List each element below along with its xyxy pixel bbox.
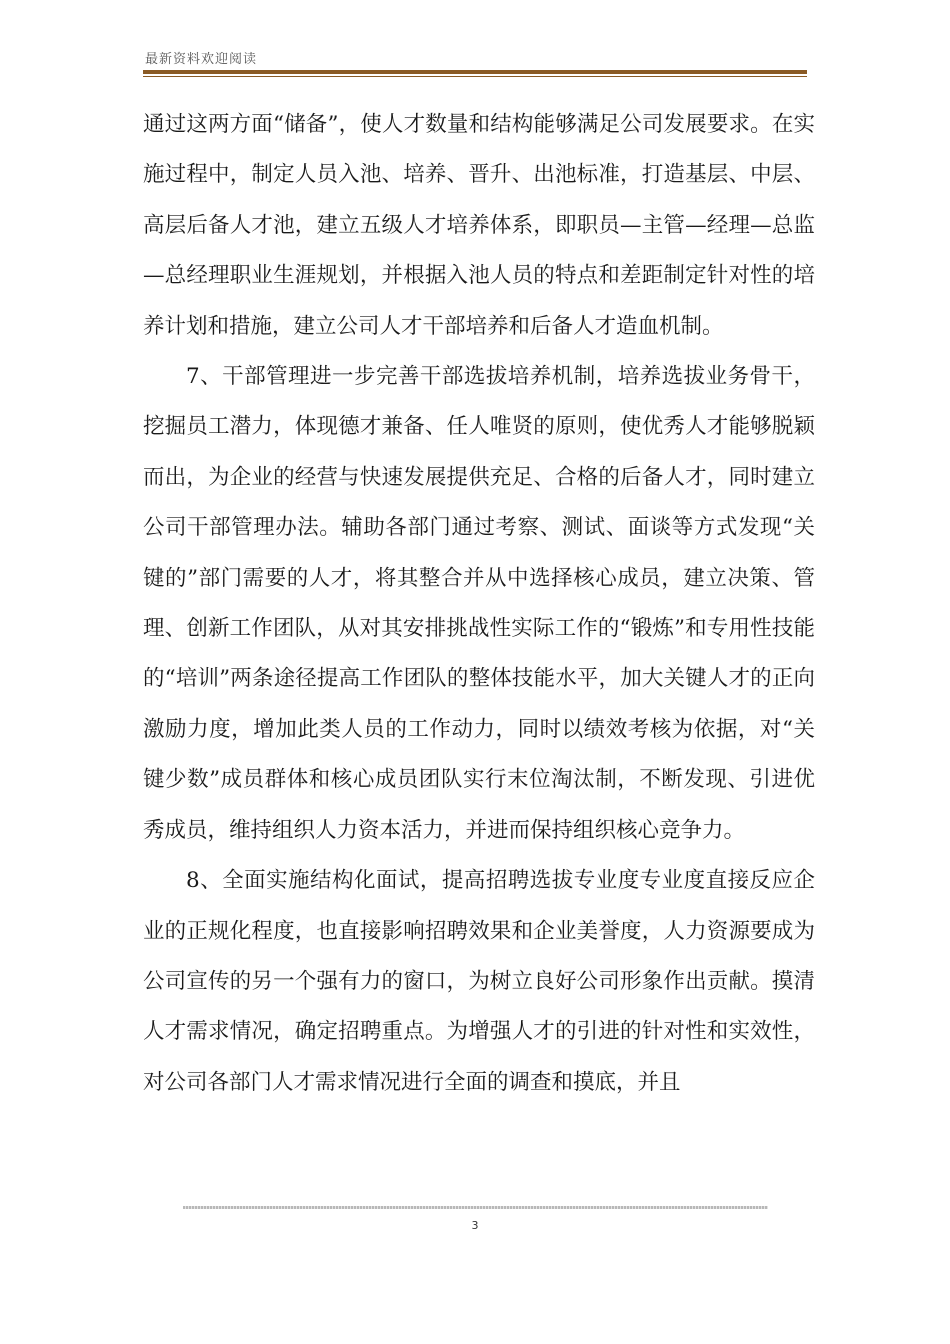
header-divider-thick bbox=[143, 70, 807, 74]
document-body bbox=[143, 100, 815, 1108]
header-divider-thin bbox=[143, 76, 807, 77]
page-number: 3 bbox=[471, 1219, 479, 1232]
paragraph-continuation: 通过这两方面“储备”，使人才数量和结构能够满足公司发展要求。在实施过程中，制定人员入池、培养、晋升、出池标准，打造基层、中层、高层后备人才池，建立五级人才培养体系，即职员—主管—经理—总监—总经理职业生涯规划，并根据入池人员的特点和差距制定针对性的培养计划和措施，建立公司人才干部培养和后备人才造血机制。 bbox=[143, 112, 815, 339]
paragraph-item-8: 8、全面实施结构化面试，提高招聘选拔专业度专业度直接反应企业的正规化程度，也直接影响招聘效果和企业美誉度，人力资源要成为公司宣传的另一个强有力的窗口，为树立良好公司形象作出贡献。摸清人才需求情况，确定招聘重点。为增强人才的引进的针对性和实效性，对公司各部门人才需求情况进行全面的调查和摸底，并且 bbox=[143, 868, 815, 1095]
running-header: 最新资料欢迎阅读 bbox=[145, 52, 258, 67]
paragraph-item-7: 7、干部管理进一步完善干部选拔培养机制，培养选拔业务骨干，挖掘员工潜力，体现德才兼备、任人唯贤的原则，使优秀人才能够脱颖而出，为企业的经营与快速发展提供充足、合格的后备人才，同时建立公司干部管理办法。辅助各部门通过考察、测试、面谈等方式发现“关键的”部门需要的人才，将其整合并从中选择核心成员，建立决策、管理、创新工作团队，从对其安排挑战性实际工作的“锻炼”和专用性技能的“培训”两条途径提高工作团队的整体技能水平，加大关键人才的正向激励力度，增加此类人员的工作动力，同时以绩效考核为依据，对“关键少数”成员群体和核心成员团队实行末位淘汰制，不断发现、引进优秀成员，维持组织人力资本活力，并进而保持组织核心竞争力。 bbox=[143, 364, 815, 843]
footer-divider bbox=[183, 1206, 768, 1209]
